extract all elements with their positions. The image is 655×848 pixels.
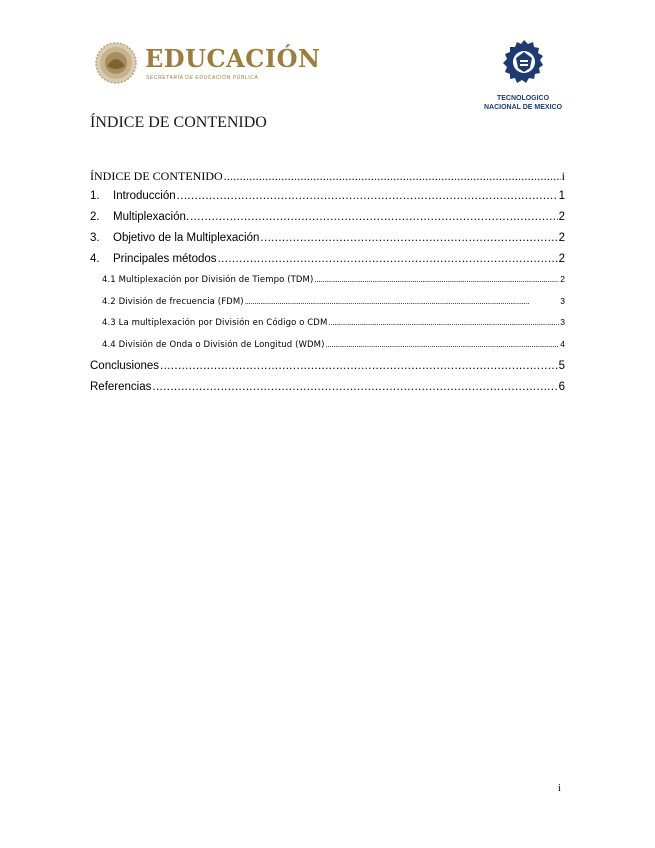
toc-leader-dots: [152, 381, 557, 393]
table-of-contents: [90, 169, 565, 402]
toc-entry-text: Referencias: [90, 381, 152, 393]
toc-entry-label: [90, 232, 260, 244]
toc-entry-label: [90, 253, 218, 265]
toc-entry-text: ÍNDICE DE CONTENIDO: [90, 169, 223, 183]
toc-entry-text: 4.3 La multiplexación por División en Código o CDM: [102, 318, 328, 328]
page-number: i: [558, 783, 561, 794]
toc-entry-label: [102, 340, 325, 350]
toc-entry[interactable]: [90, 296, 565, 318]
toc-entry-label: [102, 318, 328, 328]
toc-entry-label: [90, 169, 224, 184]
brand-subtitle: SECRETARÍA DE EDUCACIÓN PÚBLICA: [146, 75, 259, 81]
toc-entry[interactable]: [90, 360, 565, 381]
toc-leader-dots: [160, 360, 558, 372]
toc-entry[interactable]: [90, 190, 565, 211]
toc-entry-page: 2: [558, 211, 565, 223]
tecnm-name: [478, 94, 568, 112]
brand-name: EDUCACIÓN: [145, 44, 321, 73]
toc-entry-page: 2: [558, 232, 565, 244]
toc-entry[interactable]: [90, 211, 565, 232]
toc-entry-page: 6: [558, 381, 565, 393]
toc-entry[interactable]: [90, 253, 565, 274]
mexican-seal-icon: [95, 42, 137, 84]
toc-entry-text: 4.4 División de Onda o División de Longitud (WDM): [102, 339, 325, 350]
toc-entry-page: 4: [560, 338, 565, 349]
toc-leader-dots: [177, 190, 558, 202]
tecnm-name-line1: TECNOLOGICO: [496, 95, 550, 102]
sep-logo: [95, 42, 321, 88]
toc-leader-dots: [224, 169, 561, 184]
toc-entry-page: 3: [560, 295, 565, 306]
toc-entry-label: [90, 360, 160, 372]
toc-entry[interactable]: [90, 169, 565, 190]
toc-entry-number: 1.: [90, 190, 100, 202]
toc-leader-dots: [328, 317, 559, 327]
toc-entry-page: 2: [560, 274, 565, 284]
toc-entry[interactable]: [90, 317, 565, 339]
toc-entry[interactable]: [90, 381, 565, 402]
toc-entry[interactable]: [90, 339, 565, 361]
toc-entry[interactable]: [90, 274, 565, 296]
toc-entry-text: Introducción: [113, 190, 176, 202]
toc-entry-number: 3.: [90, 232, 100, 244]
toc-entry-label: [90, 211, 190, 223]
toc-entry-text: Multiplexación.: [113, 211, 190, 223]
toc-entry-text: 4.1 Multiplexación por División de Tiempo (TDM): [102, 275, 314, 285]
tecnm-logo: [478, 38, 568, 120]
toc-leader-dots: [325, 339, 559, 349]
tecnm-name-line2: NACIONAL DE MEXICO: [483, 104, 563, 111]
toc-entry-text: 4.2 División de frecuencia (FDM): [102, 296, 244, 307]
page-title: ÍNDICE DE CONTENIDO: [90, 114, 267, 131]
toc-entry-label: [90, 190, 177, 202]
toc-entry-page: 2: [558, 253, 565, 265]
toc-entry-text: Principales métodos: [113, 253, 217, 265]
tecnm-emblem-icon: [502, 38, 546, 90]
toc-entry[interactable]: [90, 232, 565, 253]
toc-leader-dots: [245, 296, 560, 306]
toc-entry-page: i: [561, 169, 565, 183]
toc-entry-label: [90, 381, 152, 393]
toc-leader-dots: [218, 253, 558, 265]
toc-entry-number: 4.: [90, 253, 100, 265]
toc-entry-number: 2.: [90, 211, 100, 223]
toc-entry-page: 5: [558, 360, 565, 372]
toc-leader-dots: [190, 211, 558, 223]
toc-leader-dots: [260, 232, 557, 244]
toc-entry-label: [102, 297, 245, 307]
toc-entry-text: Conclusiones: [90, 360, 160, 372]
toc-entry-page: 3: [560, 317, 565, 327]
toc-entry-page: 1: [558, 190, 565, 202]
toc-entry-text: Objetivo de la Multiplexación: [113, 232, 260, 244]
toc-leader-dots: [314, 274, 559, 284]
toc-entry-label: [102, 275, 314, 285]
